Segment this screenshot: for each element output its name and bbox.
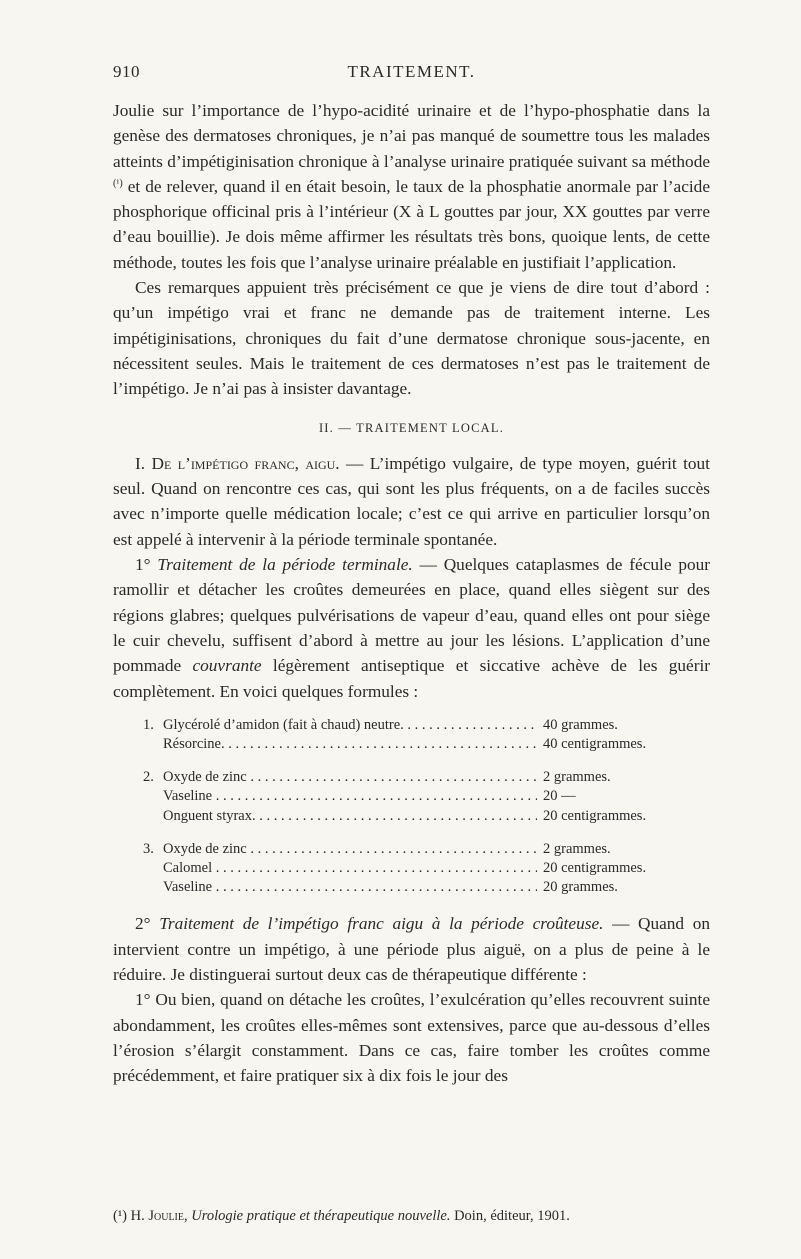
paragraph-text: — Quelques cataplasmes de fécule pour ramollir et détacher les croûtes demeurées en place, quand elles siègent sur des régions glabres; quelques pulvérisations de vapeur d’eau, quand elles ont pour siège le cuir chevelu, suffisent d’abord à mettre au jour les lésions. L’application d’une pommade <box>113 555 711 676</box>
formula-row <box>143 768 710 787</box>
subsection-title: Traitement de l’impétigo franc aigu à la période croûteuse. <box>159 914 604 934</box>
formula-list <box>143 716 710 898</box>
formula-quantity: 20 centigrammes. <box>543 807 647 824</box>
paragraph-number: I. <box>135 453 146 473</box>
paragraph <box>113 451 710 552</box>
paragraph-text: — L’impétigo vulgaire, de type moyen, guérit tout seul. Quand on rencontre ces cas, qui sont les plus fréquents, on a de faciles succès avec n’importe quelle médication locale; c’est ce qui arrive en particulier lorsqu’on est appelé à intervenir à la période terminale spontanée. <box>113 453 710 549</box>
formula-quantity: 2 grammes. <box>543 769 611 786</box>
formula <box>143 768 710 826</box>
paragraph-text: — Quand on intervient contre un impétigo, à une période plus aiguë, on a plus de peine à le réduire. Je distinguerai surtout deux cas de thérapeutique différente : <box>113 914 710 985</box>
formula-substance: Vaseline . . . <box>163 878 537 897</box>
paragraph: 1° Ou bien, quand on détache les croûtes, l’exulcération qu’elles recouvrent suinte abondamment, les croûtes elles-mêmes sont extensives, parce que au-dessous d’elles l’érosion s’élargit constamment. Dans ce cas, faire tomber les croûtes comme précédemment, et faire pratiquer six à dix fois le jour des <box>113 990 710 1086</box>
paragraph-text: et de relever, quand il en était besoin, le taux de la phosphatie anormale par l’acide phosphorique officinal pris à l’intérieur (X à L gouttes par jour, XX gouttes par verre d’eau bouillie). Je dois même affirmer les résultats très bons, quoique lents, de cette méthode, toutes les fois que l’analyse urinaire préalable en justifiait l’application. <box>113 176 710 272</box>
section-heading: II. — TRAITEMENT LOCAL. <box>318 420 505 435</box>
formula <box>143 716 710 754</box>
formula-substance: Calomel . . . <box>163 859 537 878</box>
formula-quantity: 20 — <box>543 788 576 805</box>
paragraph <box>113 911 710 987</box>
formula-row <box>143 787 710 806</box>
formula-quantity: 40 grammes. <box>543 716 618 733</box>
main-text <box>113 98 710 1089</box>
formula-substance: Résorcine. . . . <box>163 735 537 754</box>
footnote-mark: (¹) <box>113 1208 128 1224</box>
formula-row <box>143 878 710 897</box>
formula-substance: Onguent styrax. . . . <box>163 807 537 826</box>
page-header <box>113 62 710 84</box>
running-title: TRAITEMENT. <box>347 62 476 81</box>
formula-substance: Glycérolé d’amidon (fait à chaud) neutre. . . . <box>163 716 537 735</box>
paragraph: Ces remarques appuient très précisément ce que je viens de dire tout d’abord : qu’un impétigo vrai et franc ne demande pas de traitement interne. Les impétiginisations, chroniques du fait d’une dermatose chronique sous-jacente, en nécessitent seules. Mais le traitement de ces dermatoses n’est pas le traitement de l’impétigo. Je n’ai pas à insister davantage. <box>113 278 710 399</box>
formula-quantity: 20 centigrammes. <box>543 860 647 877</box>
formula-number: 2. <box>143 769 154 786</box>
footnote-publisher: Doin, éditeur, 1901. <box>450 1208 570 1224</box>
footnote-title: Urologie pratique et thérapeutique nouvelle. <box>191 1208 451 1224</box>
formula-substance: Oxyde de zinc . . . <box>163 840 537 859</box>
formula-substance: Oxyde de zinc . . . <box>163 768 537 787</box>
paragraph <box>113 552 710 704</box>
formula-row <box>143 840 710 859</box>
paragraph-number: 1° <box>135 555 151 575</box>
footnote-reference: (¹) <box>113 177 123 189</box>
formula-quantity: 20 grammes. <box>543 879 618 896</box>
paragraph <box>113 98 710 275</box>
formula <box>143 840 710 898</box>
formula-row <box>143 807 710 826</box>
formula-quantity: 2 grammes. <box>543 840 611 857</box>
paragraph-text: légèrement antiseptique et siccative achève de les guérir complètement. En voici quelques formules : <box>113 656 711 701</box>
subsection-title: Traitement de la période terminale. <box>157 555 413 575</box>
formula-row <box>143 735 710 754</box>
paragraph-number: 2° <box>135 914 151 934</box>
formula-number: 1. <box>143 716 154 733</box>
formula-substance: Vaseline . . . <box>163 787 537 806</box>
subsection-title: De l’impétigo franc, aigu. <box>151 453 340 473</box>
emphasis-text: couvrante <box>192 656 262 676</box>
footnote <box>113 1206 710 1226</box>
formula-number: 3. <box>143 840 154 857</box>
formula-row <box>143 716 710 735</box>
paragraph-text: Joulie sur l’importance de l’hypo-acidité urinaire et de l’hypo-phosphatie dans la genèse des dermatoses chroniques, je n’ai pas manqué de soumettre tous les malades atteints d’impétiginisation chronique à l’analyse urinaire pratiquée suivant sa méthode <box>113 101 710 171</box>
page-number: 910 <box>113 62 140 81</box>
footnote-author: H. Joulie, <box>130 1208 188 1224</box>
formula-row <box>143 859 710 878</box>
formula-quantity: 40 centigrammes. <box>543 736 647 753</box>
